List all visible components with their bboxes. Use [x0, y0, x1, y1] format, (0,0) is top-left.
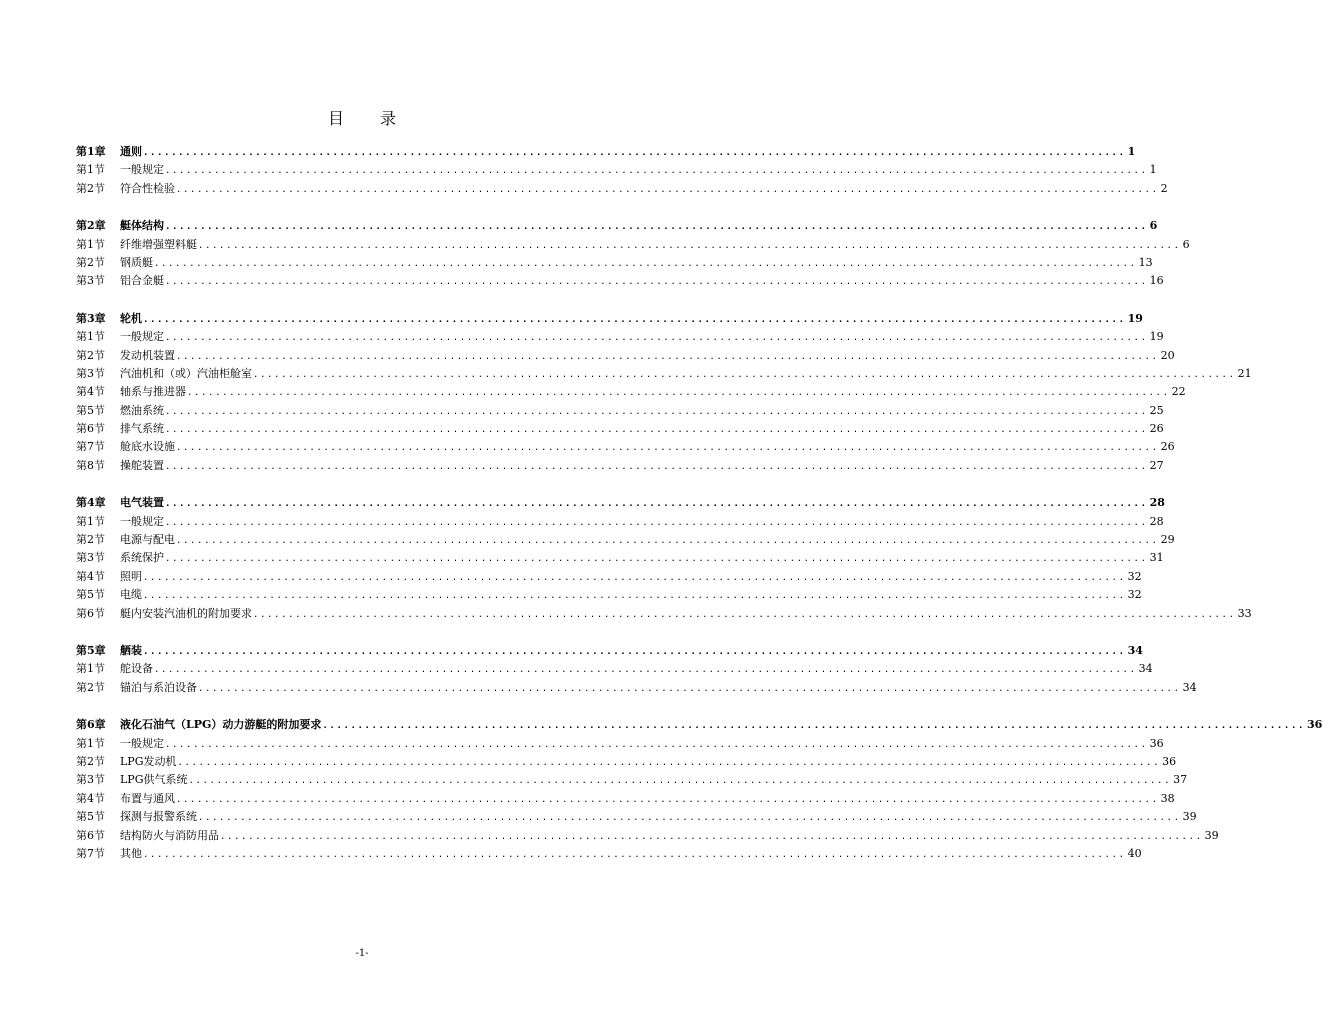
toc-section-row[interactable]: [76, 790, 1175, 808]
section-title: 发动机装置: [120, 348, 175, 362]
toc-chapter-1: [76, 143, 1168, 198]
section-title: 艇内安装汽油机的附加要求: [120, 606, 252, 620]
section-number: 第2节: [76, 255, 105, 269]
dot-leader: ............................................................................................................................................: [177, 757, 1161, 768]
dot-leader: ............................................................................................................................................: [165, 517, 1148, 528]
dot-leader: ............................................................................................................................................: [165, 499, 1148, 510]
page-number: 29: [1160, 533, 1175, 547]
chapter-number: 第5章: [76, 643, 106, 657]
toc-section-row[interactable]: [76, 753, 1177, 771]
section-number: 第5节: [76, 588, 105, 602]
section-number: 第3节: [76, 773, 105, 787]
toc-section-row[interactable]: [76, 605, 1252, 623]
toc-chapter-4: [76, 494, 1252, 623]
page-number: 1: [1149, 163, 1157, 177]
chapter-number: 第4章: [76, 496, 106, 510]
page-number: 34: [1182, 680, 1197, 694]
page-number: 37: [1173, 773, 1188, 787]
dot-leader: ............................................................................................................................................: [165, 333, 1148, 344]
dot-leader: ............................................................................................................................................: [154, 665, 1137, 676]
toc-section-row[interactable]: [76, 586, 1142, 604]
toc-section-row[interactable]: [76, 438, 1175, 456]
toc-chapter-row[interactable]: [76, 310, 1143, 328]
page-number: 6: [1149, 219, 1158, 233]
section-number: 第1节: [76, 330, 105, 344]
chapter-number: 第3章: [76, 311, 106, 325]
section-number: 第3节: [76, 274, 105, 288]
dot-leader: ............................................................................................................................................: [165, 461, 1148, 472]
section-title: 电缆: [120, 588, 142, 602]
section-title: 系统保护: [120, 551, 164, 565]
dot-leader: ............................................................................................................................................: [143, 572, 1126, 583]
toc-section-row[interactable]: [76, 236, 1190, 254]
section-number: 第2节: [76, 348, 105, 362]
section-title: 布置与通风: [120, 791, 175, 805]
page-number: 32: [1127, 569, 1142, 583]
section-title: 电源与配电: [120, 533, 175, 547]
dot-leader: ............................................................................................................................................: [322, 721, 1305, 732]
toc-chapter-2: [76, 217, 1190, 291]
section-number: 第1节: [76, 514, 105, 528]
page-number: 28: [1149, 496, 1165, 510]
section-title: LPG发动机: [120, 754, 177, 768]
toc-section-row[interactable]: [76, 365, 1252, 383]
section-title: 一般规定: [120, 736, 164, 750]
toc-chapter-row[interactable]: [76, 642, 1143, 660]
section-title: 舱底水设施: [120, 440, 175, 454]
toc-chapter-6: [76, 716, 1322, 863]
chapter-title: 通则: [120, 145, 142, 158]
dot-leader: ............................................................................................................................................: [165, 554, 1148, 565]
section-title: 其他: [120, 846, 142, 860]
dot-leader: ............................................................................................................................................: [198, 813, 1181, 824]
page-number: 13: [1138, 255, 1153, 269]
section-number: 第4节: [76, 569, 105, 583]
page-number: 39: [1204, 828, 1219, 842]
section-number: 第3节: [76, 366, 105, 380]
toc-chapter-row[interactable]: [76, 217, 1158, 235]
section-title: 舵设备: [120, 662, 153, 676]
section-title: 一般规定: [120, 330, 164, 344]
section-number: 第6节: [76, 606, 105, 620]
section-number: 第6节: [76, 828, 105, 842]
page-number: 36: [1162, 754, 1177, 768]
toc-section-row[interactable]: [76, 328, 1164, 346]
chapter-title: 液化石油气（LPG）动力游艇的附加要求: [120, 718, 322, 732]
dot-leader: ............................................................................................................................................: [220, 831, 1203, 842]
page-number: 22: [1171, 385, 1186, 399]
section-number: 第4节: [76, 385, 105, 399]
section-number: 第7节: [76, 440, 105, 454]
section-title: 燃油系统: [120, 403, 164, 417]
dot-leader: ............................................................................................................................................: [143, 591, 1126, 602]
toc-section-row[interactable]: [76, 660, 1153, 678]
page-number: 26: [1160, 440, 1175, 454]
chapter-number: 第1章: [76, 145, 106, 158]
page-number: 19: [1127, 311, 1143, 325]
section-title: 汽油机和（或）汽油柜舱室: [120, 366, 252, 380]
dot-leader: ............................................................................................................................................: [176, 184, 1159, 195]
toc-chapter-row[interactable]: [76, 494, 1165, 512]
dot-leader: ............................................................................................................................................: [165, 277, 1148, 288]
section-title: LPG供气系统: [120, 773, 188, 787]
chapter-title: 舾装: [120, 643, 142, 657]
dot-leader: ............................................................................................................................................: [143, 646, 1126, 657]
section-title: 铝合金艇: [120, 274, 164, 288]
dot-leader: ............................................................................................................................................: [165, 166, 1148, 177]
toc-chapter-row[interactable]: [76, 143, 1136, 161]
section-title: 纤维增强塑料艇: [120, 237, 197, 251]
section-number: 第1节: [76, 237, 105, 251]
section-number: 第1节: [76, 736, 105, 750]
page-number: 6: [1182, 237, 1190, 251]
page-number: 1: [1127, 145, 1136, 158]
section-title: 符合性检验: [120, 181, 175, 195]
section-number: 第3节: [76, 551, 105, 565]
section-number: 第1节: [76, 163, 105, 177]
section-title: 锚泊与系泊设备: [120, 680, 197, 694]
page-number: 36: [1307, 718, 1322, 732]
page-number: 34: [1138, 662, 1153, 676]
dot-leader: ............................................................................................................................................: [165, 739, 1148, 750]
toc-section-row[interactable]: [76, 845, 1142, 863]
page-title: [0, 106, 724, 129]
dot-leader: ............................................................................................................................................: [198, 683, 1181, 694]
section-number: 第4节: [76, 791, 105, 805]
dot-leader: ............................................................................................................................................: [187, 388, 1170, 399]
toc-section-row[interactable]: [76, 347, 1175, 365]
title-char-1: 目: [327, 109, 344, 128]
page-number: 39: [1182, 810, 1197, 824]
page-number: 38: [1160, 791, 1175, 805]
toc-section-row[interactable]: [76, 254, 1153, 272]
page-number: 40: [1127, 846, 1142, 860]
toc-section-row[interactable]: [76, 180, 1168, 198]
title-char-2: 录: [380, 109, 397, 128]
section-number: 第2节: [76, 680, 105, 694]
dot-leader: ............................................................................................................................................: [253, 369, 1236, 380]
toc-section-row[interactable]: [76, 771, 1188, 789]
page-number: 25: [1149, 403, 1164, 417]
toc-section-row[interactable]: [76, 513, 1164, 531]
chapter-title: 轮机: [120, 311, 142, 325]
dot-leader: ............................................................................................................................................: [154, 258, 1137, 269]
page-number: 33: [1237, 606, 1252, 620]
section-title: 结构防火与消防用品: [120, 828, 219, 842]
toc-chapter-row[interactable]: [76, 716, 1322, 734]
dot-leader: ............................................................................................................................................: [143, 849, 1126, 860]
section-title: 排气系统: [120, 422, 164, 436]
page-number: 36: [1149, 736, 1164, 750]
toc-section-row[interactable]: [76, 457, 1164, 475]
toc-chapter-5: [76, 642, 1197, 697]
toc-section-row[interactable]: [76, 402, 1164, 420]
dot-leader: ............................................................................................................................................: [165, 406, 1148, 417]
section-title: 钢质艇: [120, 255, 153, 269]
toc-section-row[interactable]: [76, 161, 1157, 179]
section-number: 第2节: [76, 533, 105, 547]
toc-section-row[interactable]: [76, 272, 1164, 290]
toc-section-row[interactable]: [76, 568, 1142, 586]
section-title: 一般规定: [120, 163, 164, 177]
dot-leader: ............................................................................................................................................: [198, 240, 1181, 251]
page-number: 2: [1160, 181, 1168, 195]
page-number: 19: [1149, 330, 1164, 344]
dot-leader: ............................................................................................................................................: [176, 351, 1159, 362]
dot-leader: ............................................................................................................................................: [176, 443, 1159, 454]
page-number: 21: [1237, 366, 1252, 380]
toc-section-row[interactable]: [76, 549, 1164, 567]
toc-section-row[interactable]: [76, 679, 1197, 697]
section-number: 第7节: [76, 846, 105, 860]
toc-section-row[interactable]: [76, 383, 1186, 401]
toc-section-row[interactable]: [76, 735, 1164, 753]
page-number: 27: [1149, 458, 1164, 472]
toc-section-row[interactable]: [76, 531, 1175, 549]
dot-leader: ............................................................................................................................................: [176, 536, 1159, 547]
section-number: 第5节: [76, 403, 105, 417]
section-number: 第6节: [76, 422, 105, 436]
section-title: 一般规定: [120, 514, 164, 528]
dot-leader: ............................................................................................................................................: [143, 314, 1126, 325]
dot-leader: ............................................................................................................................................: [165, 425, 1148, 436]
dot-leader: ............................................................................................................................................: [176, 794, 1159, 805]
dot-leader: ............................................................................................................................................: [165, 222, 1148, 233]
section-number: 第2节: [76, 754, 105, 768]
dot-leader: ............................................................................................................................................: [188, 776, 1172, 787]
page-number: 28: [1149, 514, 1164, 528]
section-number: 第2节: [76, 181, 105, 195]
table-of-contents: [76, 143, 1322, 882]
chapter-title: 艇体结构: [120, 219, 164, 233]
section-title: 轴系与推进器: [120, 385, 186, 399]
page-number: 16: [1149, 274, 1164, 288]
page-number: 20: [1160, 348, 1175, 362]
page-number: 32: [1127, 588, 1142, 602]
page-number: 26: [1149, 422, 1164, 436]
chapter-title: 电气装置: [120, 496, 164, 510]
section-title: 照明: [120, 569, 142, 583]
section-number: 第5节: [76, 810, 105, 824]
toc-chapter-3: [76, 310, 1252, 476]
toc-section-row[interactable]: [76, 827, 1219, 845]
chapter-number: 第6章: [76, 718, 106, 732]
page-number: 34: [1127, 643, 1143, 657]
toc-section-row[interactable]: [76, 808, 1197, 826]
section-title: 探测与报警系统: [120, 810, 197, 824]
dot-leader: ............................................................................................................................................: [143, 148, 1126, 158]
section-number: 第1节: [76, 662, 105, 676]
page-footer-number: -1-: [355, 948, 369, 959]
page-number: 31: [1149, 551, 1164, 565]
dot-leader: ............................................................................................................................................: [253, 609, 1236, 620]
toc-section-row[interactable]: [76, 420, 1164, 438]
section-number: 第8节: [76, 458, 105, 472]
section-title: 操舵装置: [120, 458, 164, 472]
chapter-number: 第2章: [76, 219, 106, 233]
